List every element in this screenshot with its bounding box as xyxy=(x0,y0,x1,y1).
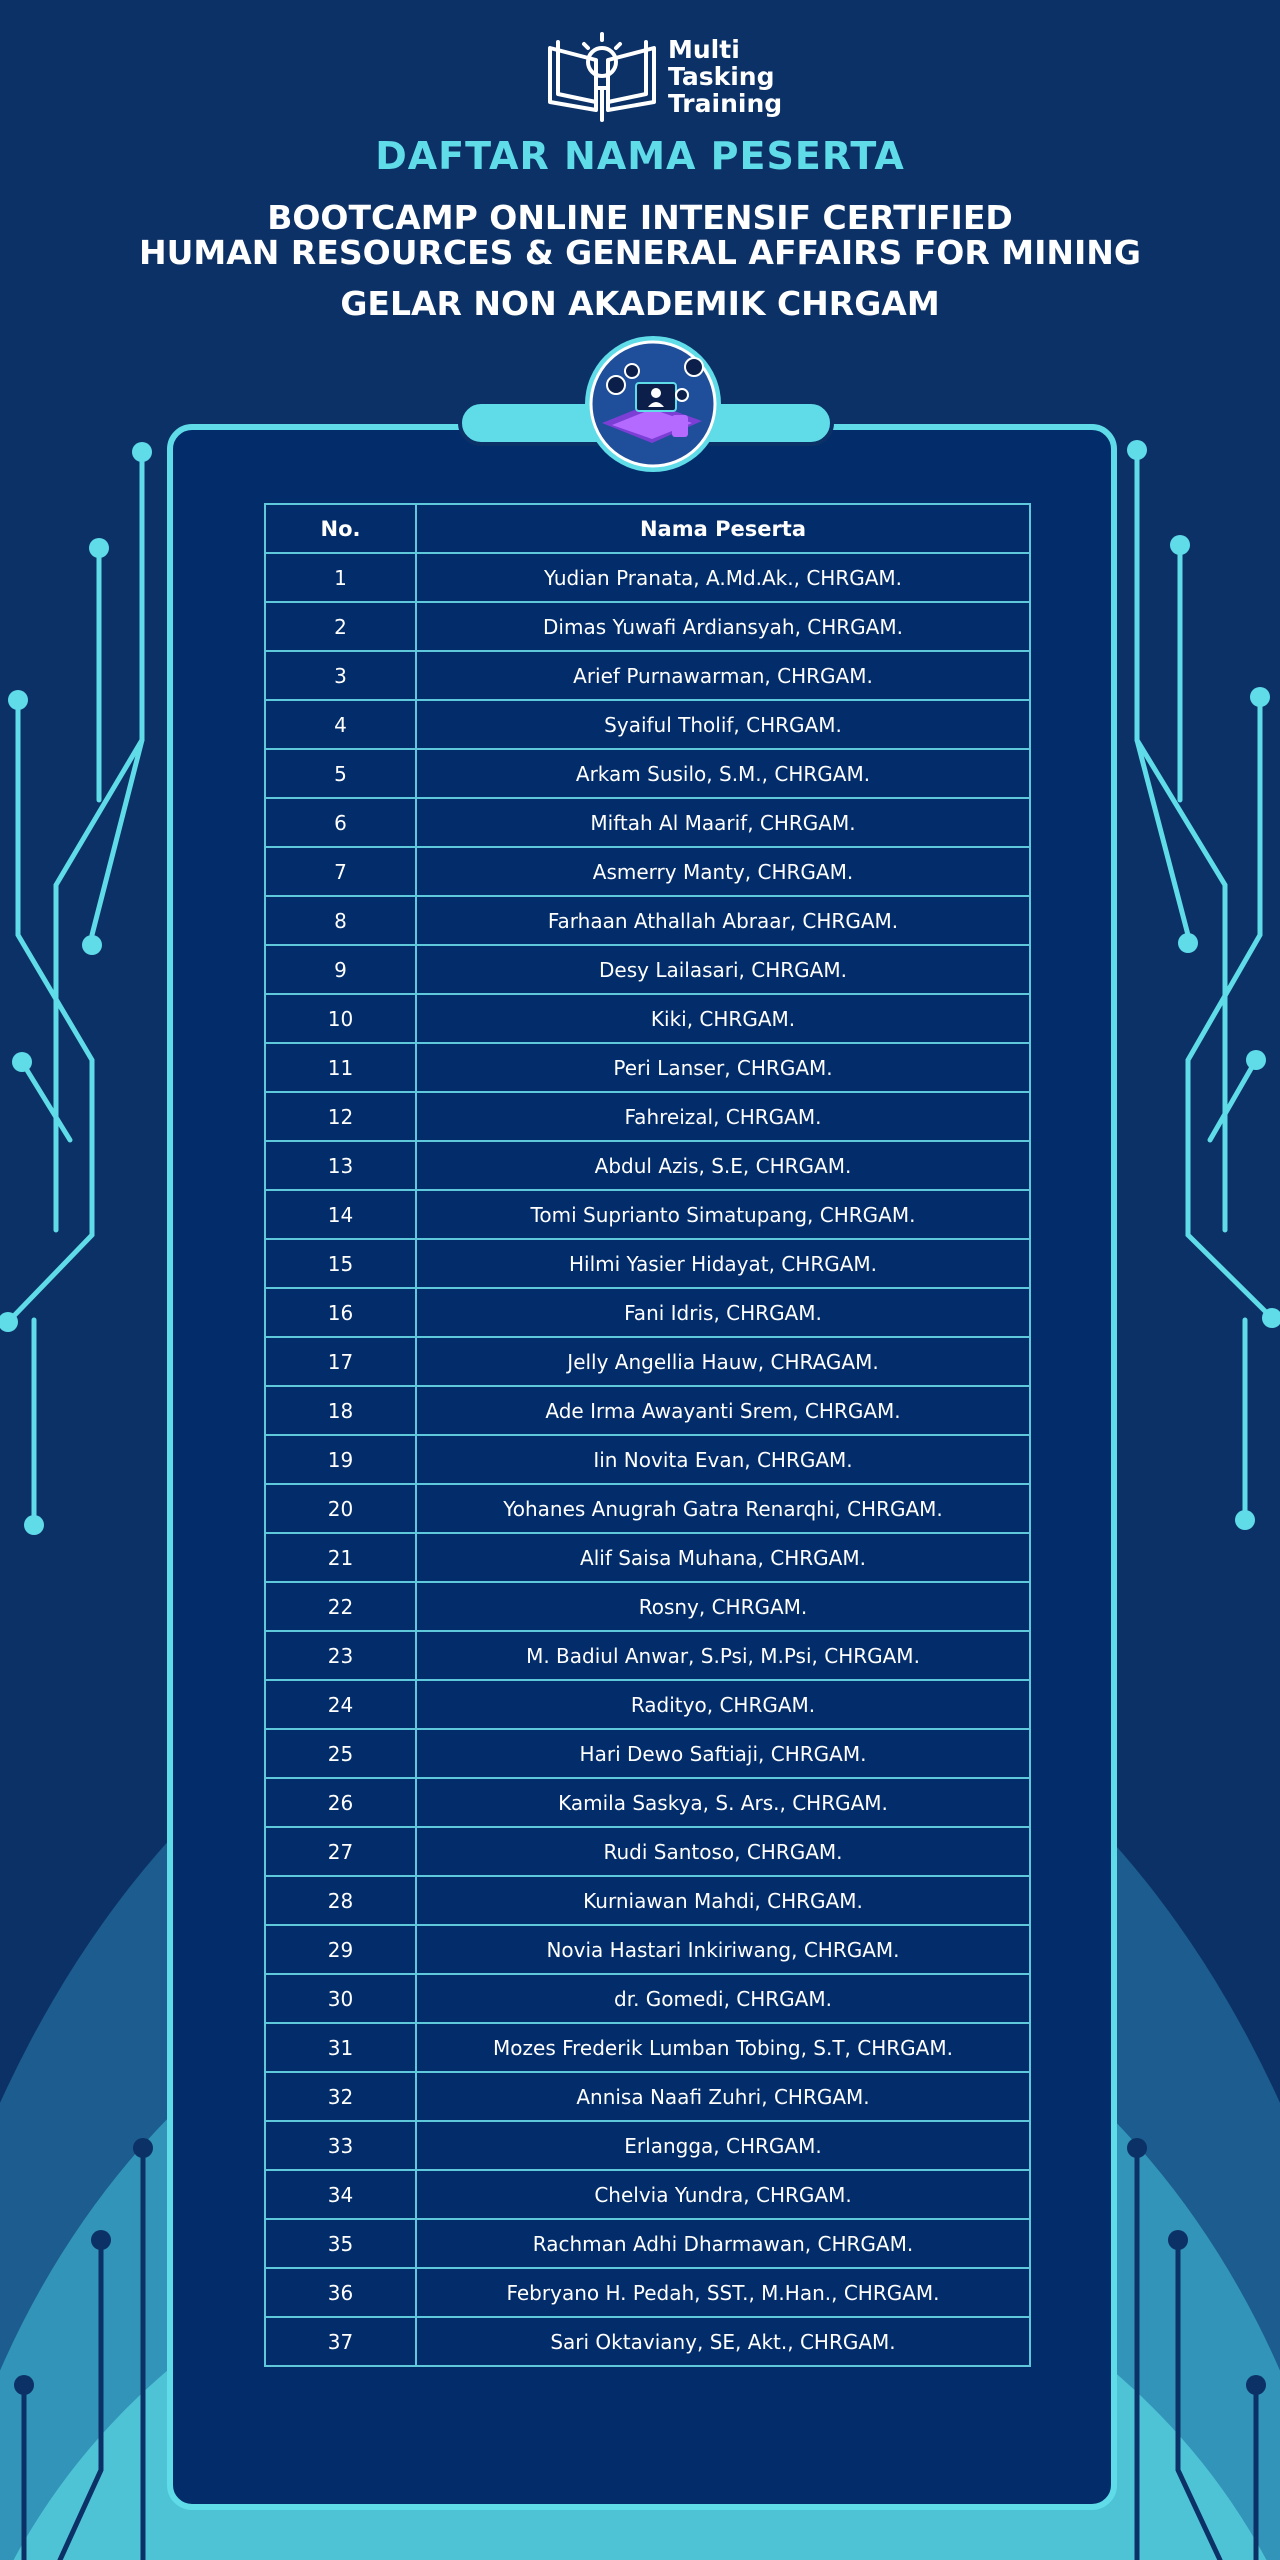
participant-name: Kiki, CHRGAM. xyxy=(416,994,1030,1043)
table-row xyxy=(265,651,1030,700)
table-row xyxy=(265,700,1030,749)
row-number: 12 xyxy=(265,1092,416,1141)
table-row xyxy=(265,847,1030,896)
participant-name: Kurniawan Mahdi, CHRGAM. xyxy=(416,1876,1030,1925)
column-header-no: No. xyxy=(265,504,416,553)
participant-name: Erlangga, CHRGAM. xyxy=(416,2121,1030,2170)
table-header-row xyxy=(265,504,1030,553)
row-number: 7 xyxy=(265,847,416,896)
participant-name: Ade Irma Awayanti Srem, CHRGAM. xyxy=(416,1386,1030,1435)
row-number: 26 xyxy=(265,1778,416,1827)
participant-name: Abdul Azis, S.E, CHRGAM. xyxy=(416,1141,1030,1190)
table-row xyxy=(265,1680,1030,1729)
row-number: 10 xyxy=(265,994,416,1043)
participant-name: Hari Dewo Saftiaji, CHRGAM. xyxy=(416,1729,1030,1778)
table-row xyxy=(265,2317,1030,2366)
participant-name: Syaiful Tholif, CHRGAM. xyxy=(416,700,1030,749)
row-number: 3 xyxy=(265,651,416,700)
participant-name: Alif Saisa Muhana, CHRGAM. xyxy=(416,1533,1030,1582)
row-number: 16 xyxy=(265,1288,416,1337)
row-number: 8 xyxy=(265,896,416,945)
table-row xyxy=(265,749,1030,798)
table-row xyxy=(265,553,1030,602)
table-body xyxy=(265,553,1030,2366)
table-row xyxy=(265,1190,1030,1239)
column-header-name: Nama Peserta xyxy=(416,504,1030,553)
row-number: 24 xyxy=(265,1680,416,1729)
participant-name: Miftah Al Maarif, CHRGAM. xyxy=(416,798,1030,847)
book-lightbulb-icon xyxy=(546,30,658,122)
row-number: 17 xyxy=(265,1337,416,1386)
row-number: 25 xyxy=(265,1729,416,1778)
row-number: 5 xyxy=(265,749,416,798)
table-row xyxy=(265,602,1030,651)
row-number: 14 xyxy=(265,1190,416,1239)
table-row xyxy=(265,2268,1030,2317)
table-row xyxy=(265,2023,1030,2072)
participant-name: Mozes Frederik Lumban Tobing, S.T, CHRGAM. xyxy=(416,2023,1030,2072)
row-number: 37 xyxy=(265,2317,416,2366)
participant-name: Rudi Santoso, CHRGAM. xyxy=(416,1827,1030,1876)
program-title-line2: HUMAN RESOURCES & GENERAL AFFAIRS FOR MINING xyxy=(139,233,1141,272)
table-row xyxy=(265,1092,1030,1141)
participant-name: Chelvia Yundra, CHRGAM. xyxy=(416,2170,1030,2219)
participant-name: M. Badiul Anwar, S.Psi, M.Psi, CHRGAM. xyxy=(416,1631,1030,1680)
table-row xyxy=(265,1435,1030,1484)
table-row xyxy=(265,1484,1030,1533)
row-number: 15 xyxy=(265,1239,416,1288)
table-row xyxy=(265,994,1030,1043)
logo-text-line2: Tasking xyxy=(668,61,775,91)
row-number: 1 xyxy=(265,553,416,602)
participant-name: Jelly Angellia Hauw, CHRAGAM. xyxy=(416,1337,1030,1386)
row-number: 2 xyxy=(265,602,416,651)
row-number: 4 xyxy=(265,700,416,749)
participant-name: dr. Gomedi, CHRGAM. xyxy=(416,1974,1030,2023)
table-row xyxy=(265,1337,1030,1386)
row-number: 35 xyxy=(265,2219,416,2268)
row-number: 21 xyxy=(265,1533,416,1582)
participant-name: Sari Oktaviany, SE, Akt., CHRGAM. xyxy=(416,2317,1030,2366)
participant-name: Fahreizal, CHRGAM. xyxy=(416,1092,1030,1141)
participant-name: Annisa Naafi Zuhri, CHRGAM. xyxy=(416,2072,1030,2121)
participant-name: Kamila Saskya, S. Ars., CHRGAM. xyxy=(416,1778,1030,1827)
row-number: 6 xyxy=(265,798,416,847)
table-row xyxy=(265,1729,1030,1778)
participant-table xyxy=(264,503,1031,2367)
row-number: 11 xyxy=(265,1043,416,1092)
row-number: 23 xyxy=(265,1631,416,1680)
logo-text xyxy=(668,36,782,117)
row-number: 34 xyxy=(265,2170,416,2219)
table-row xyxy=(265,1925,1030,1974)
table-row xyxy=(265,798,1030,847)
table-row xyxy=(265,1386,1030,1435)
page-title: DAFTAR NAMA PESERTA xyxy=(375,134,905,178)
logo xyxy=(546,30,796,122)
participant-name: Hilmi Yasier Hidayat, CHRGAM. xyxy=(416,1239,1030,1288)
table-row xyxy=(265,2121,1030,2170)
participant-name: Arief Purnawarman, CHRGAM. xyxy=(416,651,1030,700)
row-number: 29 xyxy=(265,1925,416,1974)
table-row xyxy=(265,1288,1030,1337)
participant-name: Arkam Susilo, S.M., CHRGAM. xyxy=(416,749,1030,798)
row-number: 20 xyxy=(265,1484,416,1533)
table-row xyxy=(265,896,1030,945)
participant-name: Asmerry Manty, CHRGAM. xyxy=(416,847,1030,896)
participant-name: Rosny, CHRGAM. xyxy=(416,1582,1030,1631)
row-number: 13 xyxy=(265,1141,416,1190)
participant-name: Farhaan Athallah Abraar, CHRGAM. xyxy=(416,896,1030,945)
logo-text-line1: Multi xyxy=(668,34,740,64)
participant-name: Radityo, CHRGAM. xyxy=(416,1680,1030,1729)
participant-name: Febryano H. Pedah, SST., M.Han., CHRGAM. xyxy=(416,2268,1030,2317)
row-number: 32 xyxy=(265,2072,416,2121)
table-row xyxy=(265,1974,1030,2023)
degree-title: GELAR NON AKADEMIK CHRGAM xyxy=(340,284,940,323)
row-number: 33 xyxy=(265,2121,416,2170)
row-number: 18 xyxy=(265,1386,416,1435)
row-number: 31 xyxy=(265,2023,416,2072)
table-row xyxy=(265,1778,1030,1827)
participant-name: Yudian Pranata, A.Md.Ak., CHRGAM. xyxy=(416,553,1030,602)
program-title-line1: BOOTCAMP ONLINE INTENSIF CERTIFIED xyxy=(267,198,1013,237)
table-row xyxy=(265,1876,1030,1925)
row-number: 36 xyxy=(265,2268,416,2317)
row-number: 22 xyxy=(265,1582,416,1631)
table-row xyxy=(265,2170,1030,2219)
table-row xyxy=(265,1827,1030,1876)
table-row xyxy=(265,1582,1030,1631)
row-number: 28 xyxy=(265,1876,416,1925)
table-row xyxy=(265,1141,1030,1190)
participant-name: Desy Lailasari, CHRGAM. xyxy=(416,945,1030,994)
participant-name: Fani Idris, CHRGAM. xyxy=(416,1288,1030,1337)
participant-table-wrapper xyxy=(264,503,1029,2367)
table-row xyxy=(265,2072,1030,2121)
online-training-illustration-icon xyxy=(582,333,724,475)
participant-name: Peri Lanser, CHRGAM. xyxy=(416,1043,1030,1092)
participant-name: Novia Hastari Inkiriwang, CHRGAM. xyxy=(416,1925,1030,1974)
table-row xyxy=(265,1239,1030,1288)
participant-name: Iin Novita Evan, CHRGAM. xyxy=(416,1435,1030,1484)
row-number: 19 xyxy=(265,1435,416,1484)
logo-text-line3: Training xyxy=(668,88,783,118)
table-row xyxy=(265,1043,1030,1092)
participant-name: Rachman Adhi Dharmawan, CHRGAM. xyxy=(416,2219,1030,2268)
table-row xyxy=(265,2219,1030,2268)
table-row xyxy=(265,945,1030,994)
participant-name: Dimas Yuwafi Ardiansyah, CHRGAM. xyxy=(416,602,1030,651)
participant-name: Yohanes Anugrah Gatra Renarqhi, CHRGAM. xyxy=(416,1484,1030,1533)
table-row xyxy=(265,1631,1030,1680)
row-number: 30 xyxy=(265,1974,416,2023)
table-row xyxy=(265,1533,1030,1582)
participant-name: Tomi Suprianto Simatupang, CHRGAM. xyxy=(416,1190,1030,1239)
row-number: 9 xyxy=(265,945,416,994)
row-number: 27 xyxy=(265,1827,416,1876)
